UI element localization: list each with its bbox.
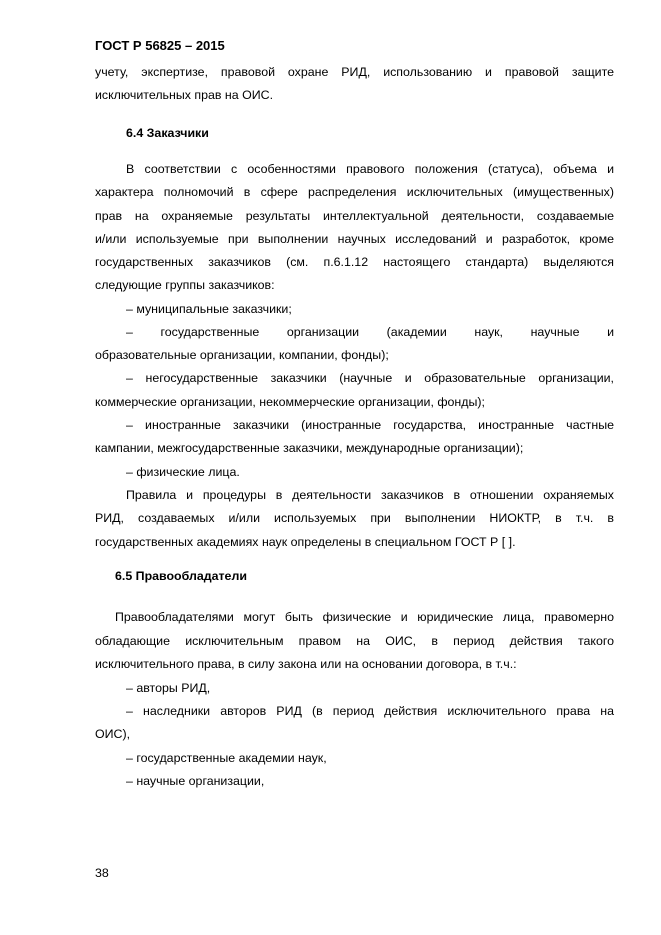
list-item: – научные организации, bbox=[126, 774, 265, 788]
text-line: исключительных прав на ОИС. bbox=[95, 88, 274, 102]
list-item: – авторы РИД, bbox=[126, 681, 211, 695]
text-line: ОИС), bbox=[95, 727, 131, 741]
section-heading-6-5: 6.5 Правообладатели bbox=[115, 569, 247, 583]
text-line: Правила и процедуры в деятельности заказчиков в отношении охраняемых bbox=[126, 488, 614, 502]
list-item: – муниципальные заказчики; bbox=[126, 302, 292, 316]
list-item: – государственные организации (академии наук, научные и bbox=[126, 325, 614, 339]
list-item: – наследники авторов РИД (в период действия исключительного права на bbox=[126, 704, 614, 718]
text-line: исключительного права, в силу закона или на основании договора, в т.ч.: bbox=[95, 657, 517, 671]
text-line: характера полномочий в сфере распределения исключительных (имущественных) bbox=[95, 185, 614, 199]
text-line: и/или используемые при выполнении научных исследований и разработок, кроме bbox=[95, 232, 614, 246]
list-item: – негосударственные заказчики (научные и образовательные организации, bbox=[126, 371, 614, 385]
text-line: учету, экспертизе, правовой охране РИД, использованию и правовой защите bbox=[95, 65, 614, 79]
text-line: В соответствии с особенностями правового положения (статуса), объема и bbox=[126, 162, 614, 176]
text-line: обладающие исключительным правом на ОИС, в период действия такого bbox=[95, 634, 614, 648]
text-line: следующие группы заказчиков: bbox=[95, 278, 275, 292]
text-line: государственных заказчиков (см. п.6.1.12 настоящего стандарта) выделяются bbox=[95, 255, 614, 269]
list-item: – иностранные заказчики (иностранные государства, иностранные частные bbox=[126, 418, 614, 432]
section-heading-6-4: 6.4 Заказчики bbox=[126, 126, 209, 140]
list-item: – государственные академии наук, bbox=[126, 751, 327, 765]
text-line: государственных академиях наук определены в специальном ГОСТ Р [ ]. bbox=[95, 535, 516, 549]
list-item: – физические лица. bbox=[126, 465, 240, 479]
document-header: ГОСТ Р 56825 – 2015 bbox=[95, 38, 225, 53]
text-line: коммерческие организации, некоммерческие организации, фонды); bbox=[95, 395, 485, 409]
text-line: Правообладателями могут быть физические и юридические лица, правомерно bbox=[115, 610, 614, 624]
page-number: 38 bbox=[95, 866, 109, 880]
text-line: кампании, межгосударственные заказчики, международные организации); bbox=[95, 441, 524, 455]
text-line: РИД, создаваемых и/или используемых при выполнении НИОКТР, в т.ч. в bbox=[95, 511, 614, 525]
text-line: прав на охраняемые результаты интеллектуальной деятельности, создаваемые bbox=[95, 209, 614, 223]
text-line: образовательные организации, компании, фонды); bbox=[95, 348, 389, 362]
